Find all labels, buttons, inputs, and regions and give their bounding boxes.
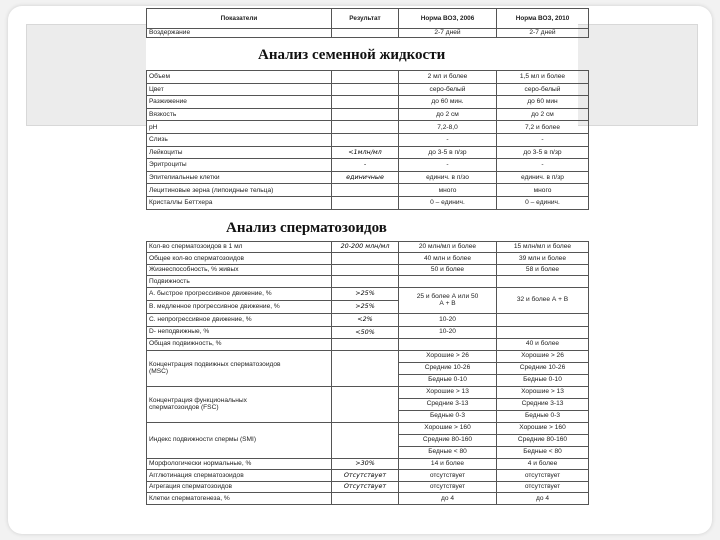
table-row: Бедные 0-10 Бедные 0-10	[147, 374, 589, 386]
smi-block	[147, 422, 589, 458]
col-header-indicator: Показатели	[147, 9, 332, 29]
table-row: С. непрогрессивное движение, % <2% 10-20	[147, 313, 589, 326]
col-header-result: Результат	[332, 9, 399, 29]
table-row: Слизь - -	[147, 133, 589, 146]
table-row: Лейкоциты <1млн/мл до 3-5 в п/зр до 3-5 в п/зр	[147, 146, 589, 159]
col-header-who-2006: Норма ВОЗ, 2006	[399, 9, 497, 29]
table-row: Общая подвижность, % 40 и более	[147, 338, 589, 350]
table-row: А. быстрое прогрессивное движение, % >25% 25 и более А или 50 А + В 32 и более А + В	[147, 287, 589, 300]
table-row: Объем 2 мл и более 1,5 мл и более	[147, 71, 589, 84]
table-row: Средние 80-160 Средние 80-160	[147, 434, 589, 446]
table-row: Агглютинация сперматозоидов Отсутствует отсутствует отсутствует	[147, 470, 589, 482]
table-row: В. медленное прогрессивное движение, % >25%	[147, 300, 589, 313]
semen-table	[146, 70, 589, 210]
table-row: Общее кол-во сперматозоидов 40 млн и более 39 млн и более	[147, 253, 589, 265]
table-row: Бедные 0-3 Бедные 0-3	[147, 410, 589, 422]
table-row: Эритроциты - - -	[147, 159, 589, 172]
table-row: Цвет серо-белый серо-белый	[147, 83, 589, 96]
table-row: Средние 3-13 Средние 3-13	[147, 398, 589, 410]
table-row: Кристаллы Беттхера 0 – единич. 0 – единич.	[147, 196, 589, 209]
table-row: Концентрация функциональных сперматозоидов (FSC) Хорошие > 13 Хорошие > 13	[147, 386, 589, 398]
table-row: Воздержание 2-7 дней 2-7 дней	[147, 29, 589, 38]
table-row: Кол-во сперматозоидов в 1 мл 20-200 млн/мл 20 млн/мл и более 15 млн/мл и более	[147, 241, 589, 253]
table-row: Средние 10-26 Средние 10-26	[147, 362, 589, 374]
table-row: pH 7,2-8,0 7,2 и более	[147, 121, 589, 134]
motility-block	[147, 287, 589, 350]
section-title-sperm: Анализ сперматозоидов	[226, 219, 387, 236]
table-row: Индекс подвижности спермы (SMI) Хорошие > 160 Хорошие > 160	[147, 422, 589, 434]
header-row	[147, 9, 589, 29]
table-row: Разжижение до 60 мин. до 60 мин	[147, 96, 589, 109]
table-row: Лецитиновые зерна (липоидные тельца) много много	[147, 184, 589, 197]
header-table	[146, 8, 589, 38]
table-row: Жизнеспособность, % живых 50 и более 58 и более	[147, 264, 589, 276]
table-row: Вязкость до 2 см до 2 см	[147, 108, 589, 121]
sperm-table	[146, 241, 589, 505]
fsc-block	[147, 386, 589, 422]
col-header-who-2010: Норма ВОЗ, 2010	[497, 9, 589, 29]
table-row: Морфологически нормальные, % >30% 14 и более 4 и более	[147, 458, 589, 470]
table-row: Клетки сперматогенеза, % до 4 до 4	[147, 493, 589, 505]
table-row: Эпителиальные клетки единичные единич. в п/зо единич. в п/зр	[147, 171, 589, 184]
lab-report-document	[146, 8, 578, 531]
table-row: Подвижность	[147, 276, 589, 288]
table-row: Концентрация подвижных сперматозоидов (MSC) Хорошие > 26 Хорошие > 26	[147, 350, 589, 362]
table-row: Бедные < 80 Бедные < 80	[147, 446, 589, 458]
table-row: Агрегация сперматозоидов Отсутствует отсутствует отсутствует	[147, 481, 589, 493]
msc-block	[147, 350, 589, 386]
table-row: D- неподвижные, % <50% 10-20	[147, 326, 589, 338]
section-title-semen: Анализ семенной жидкости	[258, 47, 446, 63]
